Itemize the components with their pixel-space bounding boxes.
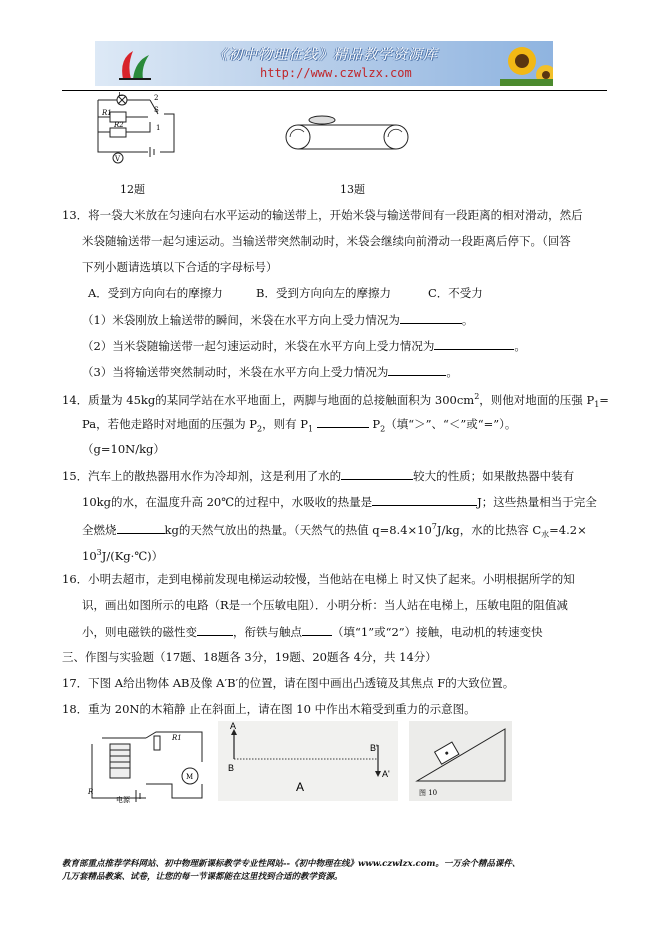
q13-option-c: C．不受力: [428, 286, 483, 300]
label-S: S: [154, 106, 159, 114]
q13-part-2: （2）当米袋随输送带一起匀速运动时，米袋在水平方向上受力情况为 。: [82, 339, 526, 353]
rice-bag: [309, 116, 335, 124]
caption-fig12: 12题: [120, 183, 145, 196]
q18-text: 18．重为 20N的木箱静 止在斜面上，请在图 10 中作出木箱受到重力的示意图。: [62, 702, 476, 716]
label-B: B: [228, 763, 235, 773]
banner-url[interactable]: http://www.czwlzx.com: [260, 66, 412, 80]
answer-blank[interactable]: [400, 312, 462, 324]
q13-stem-3: 下列小题请选填以下合适的字母标号）: [82, 260, 278, 274]
q13-option-a: A．受到方向向右的摩擦力: [88, 286, 223, 300]
label-R1: R1: [172, 734, 182, 742]
q15-line-2: 10kg的水，在温度升高 20℃的过程中，水吸收的热量是 J；这些热量相当于完全: [82, 495, 597, 509]
q15-line-4: $10^3J/(Kg\cdot℃)$）: [82, 548, 164, 563]
figure-caption: 图 10: [419, 789, 438, 797]
label-L: L: [118, 92, 123, 98]
label-power: 电源: [116, 796, 130, 804]
page-footer: [62, 858, 622, 884]
caption-fig13: 13题: [340, 183, 365, 196]
q15-line-3: 全燃烧 kg的天然气放出的热量。（天然气的热值 $q=8.4\times 10^7J/kg$，水的比热容 $C_水=4.2\times$: [82, 522, 587, 540]
label-B-prime: B': [370, 743, 378, 753]
footer-line-2: 几万套精品教案、试卷，让您的每一节课都能在这里找到合适的教学资源。: [62, 872, 343, 882]
q13-stem-1: 13．将一袋大米放在匀速向右水平运动的输送带上，开始米袋与输送带间有一段距离的相对滑动，然后: [62, 208, 583, 222]
q16-line-2: 识，画出如图所示的电路（R是一个压敏电阻）．小明分析：当人站在电梯上，压敏电阻的阻值减: [82, 598, 568, 612]
answer-blank[interactable]: [388, 364, 446, 376]
figure-label-A: A: [296, 780, 305, 794]
logo-icon: [115, 45, 155, 83]
label-R: R: [88, 788, 94, 796]
sunflower-icon: [500, 41, 553, 86]
label-R2: R2: [114, 121, 124, 129]
q14-line-3: （g=10N/kg）: [82, 442, 165, 456]
q13-stem-2: 米袋随输送带一起匀速运动。当输送带突然制动时，米袋会继续向前滑动一段距离后停下。（回答: [82, 234, 571, 248]
answer-blank[interactable]: [434, 338, 514, 350]
q14-line-1: 14．质量为 45kg的某同学站在水平地面上，两脚与地面的总接触面积为 $300cm^2$，则他对地面的压强 $P_1=$: [62, 392, 609, 410]
header-divider: [62, 90, 607, 91]
answer-blank[interactable]: [117, 522, 165, 534]
label-1: 1: [156, 124, 161, 132]
header-banner: [95, 41, 553, 86]
banner-title: 《初中物理在线》精品教学资源库: [213, 47, 438, 63]
label-R1: R1: [102, 109, 112, 117]
label-motor: M: [186, 773, 194, 781]
figure-16-circuit: [86, 724, 210, 804]
label-2: 2: [154, 94, 159, 102]
q15-line-1: 15．汽车上的散热器用水作为冷却剂，这是利用了水的 较大的性质；如果散热器中装有: [62, 469, 575, 483]
figure-17-photo: [218, 721, 398, 801]
q16-line-1: 16．小明去超市，走到电梯前发现电梯运动较慢，当他站在电梯上 时又快了起来。小明根据所学的知: [62, 572, 575, 586]
q16-line-3: 小，则电磁铁的磁性变 ，衔铁与触点 （填“1”或“2”）接触，电动机的转速变快: [82, 625, 543, 639]
q13-option-b: B．受到方向向左的摩擦力: [256, 286, 391, 300]
q13-part-3: （3）当将输送带突然制动时，米袋在水平方向上受力情况为 。: [82, 365, 458, 379]
answer-blank[interactable]: [372, 494, 477, 506]
figure-13-conveyor: [282, 115, 412, 160]
figure-18-photo: [409, 721, 512, 801]
figure-12-circuit: [88, 92, 188, 170]
answer-blank[interactable]: [302, 624, 332, 636]
label-A-prime: A': [382, 769, 390, 779]
q14-line-2: Pa，若他走路时对地面的压强为 $P_2$，则有 $P_1$ $P_2$（填“＞”、“＜”或“=”）。: [82, 417, 517, 434]
footer-line-1: 教育部重点推荐学科网站、初中物理新课标教学专业性网站--《初中物理在线》www.czwlzx.com。一万余个精品课件、: [62, 859, 521, 869]
q13-part-1: （1）米袋刚放上输送带的瞬间，米袋在水平方向上受力情况为 。: [82, 313, 474, 327]
q17-text: 17．下图 A给出物体 AB及像 A′B′的位置，请在图中画出凸透镜及其焦点 F的大致位置。: [62, 676, 515, 690]
section-3-heading: 三、作图与实验题（17题、18题各 3分，19题、20题各 4分，共 14分）: [62, 650, 437, 664]
answer-blank[interactable]: [341, 468, 413, 480]
answer-blank[interactable]: [197, 624, 233, 636]
label-A: A: [230, 721, 237, 731]
answer-blank[interactable]: [317, 416, 369, 428]
label-V: V: [115, 155, 121, 163]
